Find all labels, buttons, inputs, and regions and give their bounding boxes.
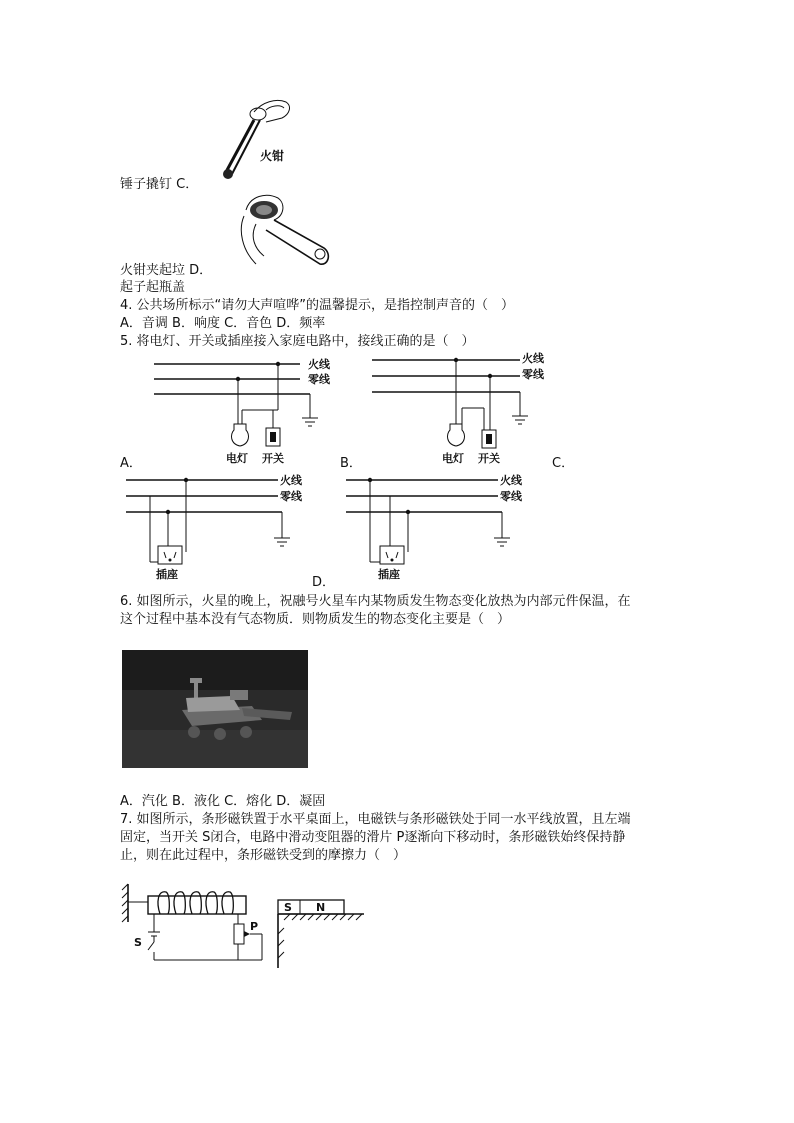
q6-options: A．汽化 B．液化 C．熔化 D．凝固 (120, 794, 326, 809)
q7-stem-line2: 固定，当开关 S闭合，电路中滑动变阻器的滑片 P逐渐向下移动时，条形磁铁始终保持静 (120, 830, 626, 845)
circuit-d-diagram (342, 472, 532, 584)
circuit-a-lamp-label: 电灯 (226, 452, 248, 465)
circuit-b-neutral-label: 零线 (522, 368, 544, 381)
circuit-b-switch-label: 开关 (478, 452, 500, 465)
q5-option-b: B． (340, 456, 362, 471)
q4-stem: 4. 公共场所标示“请勿大声喧哗”的温馨提示，是指控制声音的（ ） (120, 298, 515, 313)
circuit-a-live-label: 火线 (308, 358, 330, 371)
circuit-b-live-label: 火线 (522, 352, 544, 365)
q3-option-d-line: 火钳夹起垃 D． (120, 263, 213, 278)
mars-rover-photo (122, 650, 308, 768)
q6-stem-line2: 这个过程中基本没有气态物质．则物质发生的物态变化主要是（ ） (120, 612, 511, 627)
circuit-d-socket-label: 插座 (378, 568, 400, 581)
q5-stem: 5. 将电灯、开关或插座接入家庭电路中，接线正确的是（ ） (120, 334, 475, 349)
tongs-bottle-opener-image (236, 190, 336, 274)
circuit-a-switch-label: 开关 (262, 452, 284, 465)
magnet-s-pole-label: S (284, 901, 292, 914)
tongs-label: 火钳 (260, 149, 285, 163)
circuit-a-diagram (150, 352, 330, 470)
circuit-a-neutral-label: 零线 (308, 373, 330, 386)
circuit-d-neutral-label: 零线 (500, 490, 522, 503)
q6-stem-line1: 6. 如图所示，火星的晚上，祝融号火星车内某物质发生物态变化放热为内部元件保温，在 (120, 594, 631, 609)
q5-option-d: D． (312, 575, 336, 590)
q3-option-c-line: 锤子撬钉 C． (120, 177, 199, 192)
q3-option-d-text: 起子起瓶盖 (120, 280, 186, 295)
circuit-c-neutral-label: 零线 (280, 490, 302, 503)
circuit-d-live-label: 火线 (500, 474, 522, 487)
q7-stem-line1: 7. 如图所示，条形磁铁置于水平桌面上，电磁铁与条形磁铁处于同一水平线放置，且左端 (120, 812, 631, 827)
circuit-c-live-label: 火线 (280, 474, 302, 487)
q4-options: A．音调 B．响度 C．音色 D．频率 (120, 316, 326, 331)
q5-option-a: A． (120, 456, 142, 471)
magnet-n-pole-label: N (316, 901, 326, 914)
circuit-b-lamp-label: 电灯 (442, 452, 464, 465)
slider-p-label: P (250, 920, 259, 933)
circuit-c-diagram (124, 472, 314, 584)
circuit-b-diagram (370, 350, 550, 470)
electromagnet-diagram (120, 880, 370, 972)
q5-option-c: C． (552, 456, 575, 471)
q7-stem-line3: 止，则在此过程中，条形磁铁受到的摩擦力（ ） (120, 848, 407, 863)
switch-s-label: S (134, 936, 142, 949)
circuit-c-socket-label: 插座 (156, 568, 178, 581)
hammer-nail-image (214, 94, 294, 186)
